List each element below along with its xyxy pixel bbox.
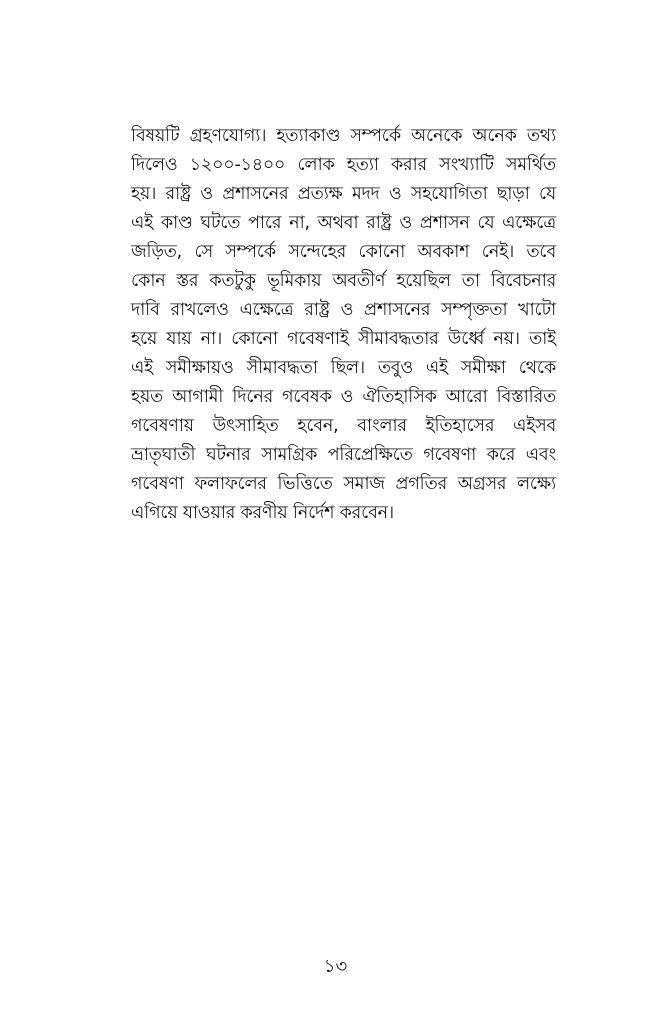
paragraph-line: ভ্রাতৃঘাতী ঘটনার সামগ্রিক পরিপ্রেক্ষিতে গবেষণা করে এবং (131, 445, 556, 465)
paragraph-line-last: এগিয়ে যাওয়ার করণীয় নির্দেশ করবেন। (131, 503, 394, 523)
paragraph-line: বিষয়টি গ্রহণযোগ্য। হত্যাকাণ্ড সম্পর্কে অনেকে অনেক তথ্য (131, 126, 556, 146)
paragraph-line: এই সমীক্ষায়ও সীমাবদ্ধতা ছিল। তবুও এই সমীক্ষা থেকে (131, 358, 556, 378)
paragraph-line: দিলেও ১২০০-১৪০০ লোক হত্যা করার সংখ্যাটি সমর্থিত (131, 155, 556, 175)
body-paragraph (131, 122, 556, 528)
paragraph-line: কোন স্তর কতটুকু ভূমিকায় অবতীর্ণ হয়েছিল তা বিবেচনার (131, 271, 556, 291)
page-number: ১৩ (323, 956, 348, 977)
paragraph-line: হয়ে যায় না। কোনো গবেষণাই সীমাবদ্ধতার উর্ধ্বে নয়। তাই (131, 329, 556, 349)
paragraph-line: জড়িত, সে সম্পর্কে সন্দেহের কোনো অবকাশ নেই। তবে (131, 242, 556, 262)
paragraph-line: গবেষণা ফলাফলের ভিত্তিতে সমাজ প্রগতির অগ্রসর লক্ষ্যে (131, 474, 556, 494)
paragraph-line: হয়। রাষ্ট্র ও প্রশাসনের প্রত্যক্ষ মদদ ও সহযোগিতা ছাড়া যে (131, 184, 556, 204)
paragraph-line: এই কাণ্ড ঘটতে পারে না, অথবা রাষ্ট্র ও প্রশাসন যে এক্ষেত্রে (131, 213, 556, 233)
paragraph-line: দাবি রাখলেও এক্ষেত্রে রাষ্ট্র ও প্রশাসনের সম্পৃক্ততা খাটো (131, 300, 556, 320)
paragraph-line: হয়ত আগামী দিনের গবেষক ও ঐতিহাসিক আরো বিস্তারিত (131, 387, 556, 407)
paragraph-line: গবেষণায় উৎসাহিত হবেন, বাংলার ইতিহাসের এইসব (131, 416, 556, 436)
